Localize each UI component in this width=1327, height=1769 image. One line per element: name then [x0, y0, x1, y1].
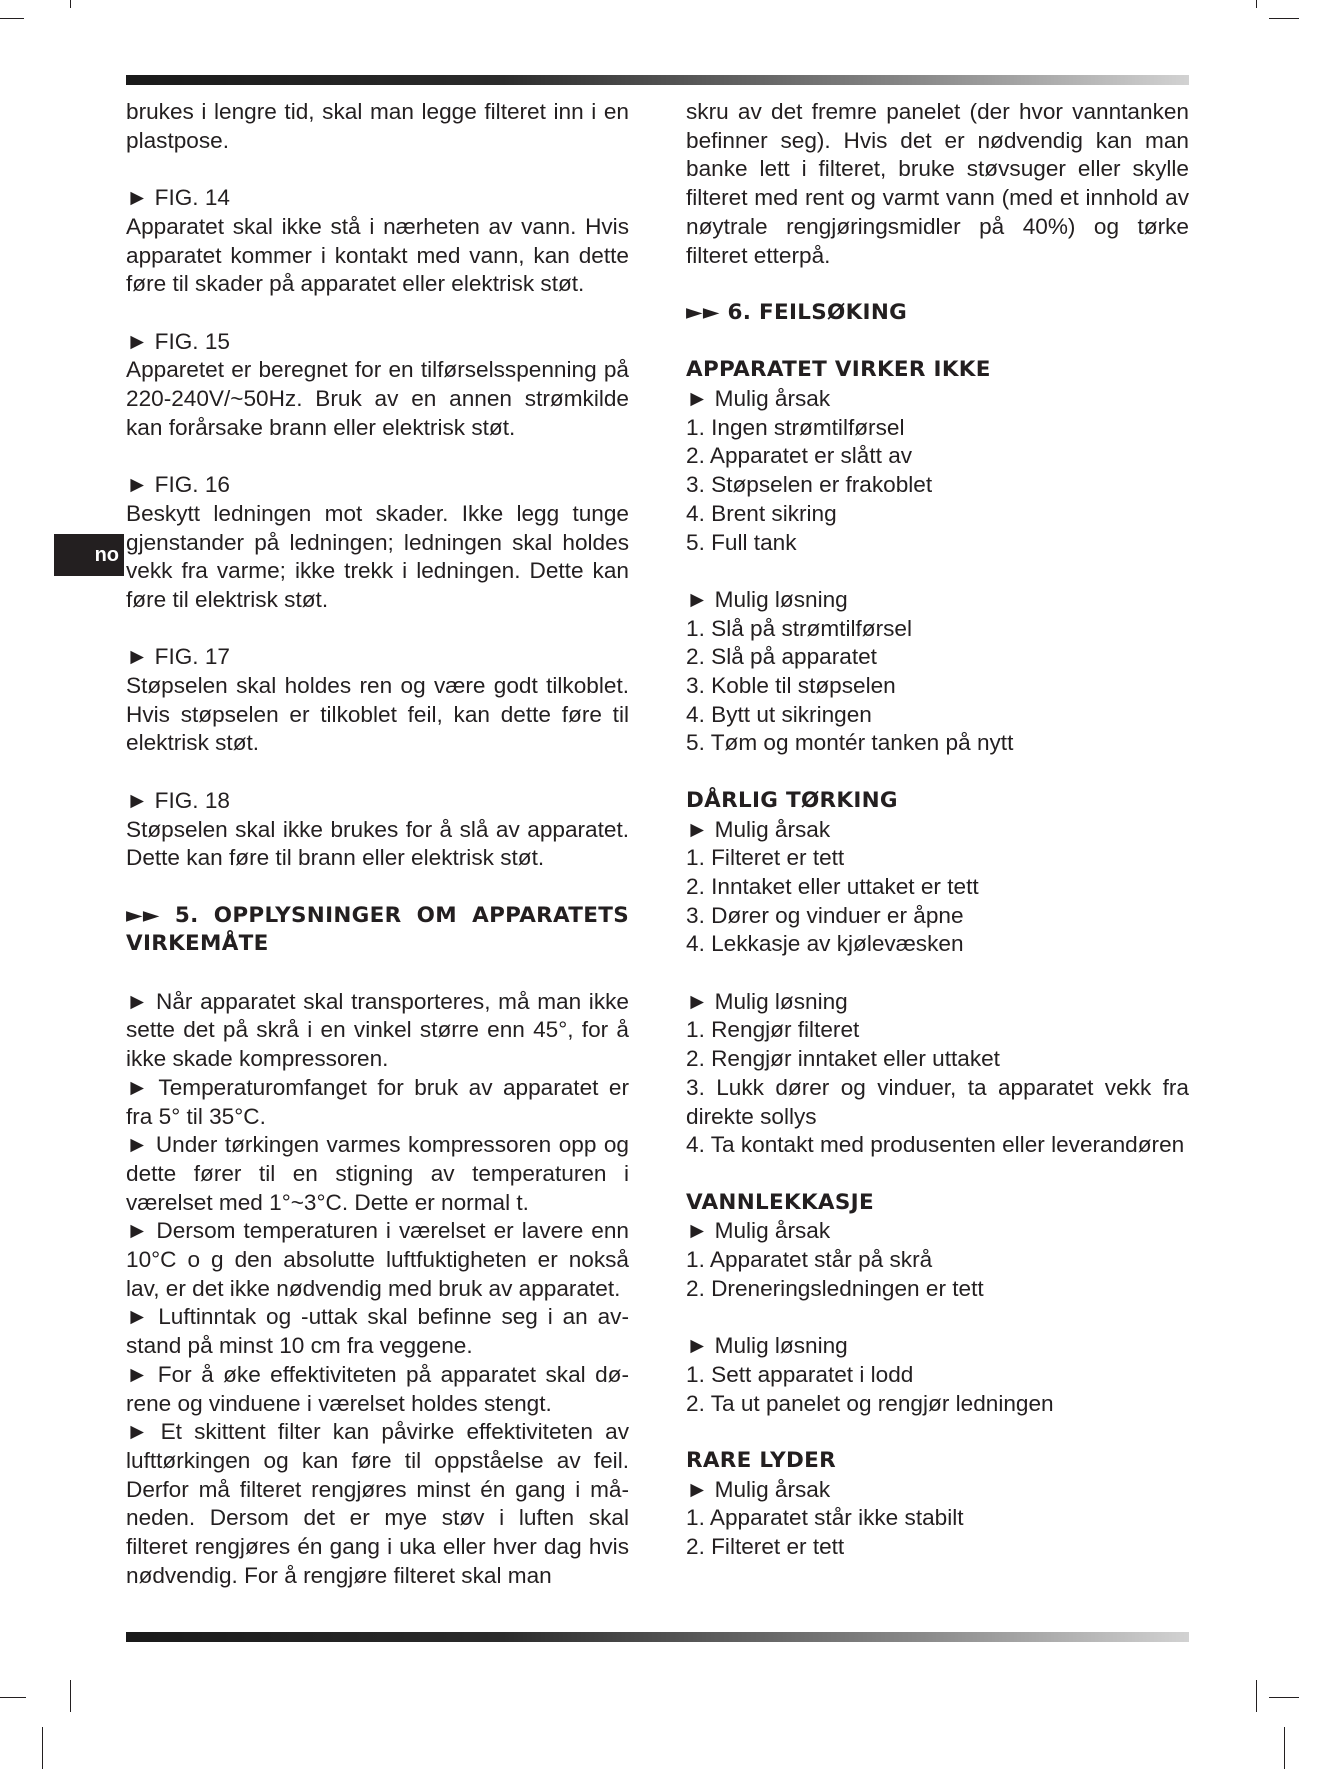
crop-mark: [1284, 1727, 1285, 1769]
section-6-heading: ►► 6. FEILSØKING: [686, 299, 908, 325]
crop-mark: [1256, 0, 1257, 8]
issue-title: APPARATET VIRKER IKKE: [686, 357, 991, 383]
list-item: 1. Ingen strømtilførsel: [686, 414, 905, 440]
bullet-paragraph: ► Temperaturomfanget for bruk av apparatet er fra 5° til 35°C.: [126, 1074, 629, 1129]
crop-mark: [1269, 1697, 1299, 1698]
fig-17: [126, 643, 629, 758]
issue-apparatet-virker-ikke: [686, 356, 1189, 758]
list-item: 1. Slå på strømtilførsel: [686, 615, 912, 641]
fig-label: ► FIG. 18: [126, 787, 230, 813]
cause-label: ► Mulig årsak: [686, 386, 831, 411]
bullet-paragraph: ► For å øke effektiviteten på apparatet skal dørene og vinduene i værelset holdes stengt.: [126, 1361, 629, 1416]
solution-label: ► Mulig løsning: [686, 586, 848, 612]
bullet-paragraph: ► Dersom temperaturen i værelset er lavere enn 10°C o g den absolutte luftfuktigheten er nokså lav, er det ikke nødvendig med bruk av apparatet.: [126, 1218, 629, 1301]
fig-14: [126, 184, 629, 299]
crop-mark: [42, 1727, 43, 1769]
list-item: 2. Rengjør inntaket eller uttaket: [686, 1046, 1000, 1072]
fig-18: [126, 787, 629, 873]
fig-label: ► FIG. 14: [126, 185, 230, 211]
bullet-paragraph: ► Når apparatet skal transporteres, må man ikke sette det på skrå i en vinkel større enn 45°, for å ikke skade kompressoren.: [126, 988, 629, 1072]
section-5-heading: ►► 5. OPPLYSNINGER OM APPARATETS VIRKEMÅTE: [126, 902, 629, 957]
fig-text: Støpselen skal ikke brukes for å slå av apparatet. Dette kan føre til brann eller elektrisk støt.: [126, 816, 629, 871]
issue-title: DÅRLIG TØRKING: [686, 787, 898, 813]
list-item: 2. Filteret er tett: [686, 1534, 845, 1560]
header-rule: [126, 75, 1189, 85]
fig-text: Støpselen skal holdes ren og være godt tilkoblet. Hvis støpselen er tilkoblet feil, kan dette føre til elektrisk støt.: [126, 673, 629, 756]
issue-title: RARE LYDER: [686, 1447, 836, 1473]
list-item: 4. Bytt ut sikringen: [686, 701, 872, 727]
fig-16: [126, 471, 629, 615]
bullet-paragraph: ► Luftinntak og -uttak skal befinne seg i an avstand på minst 10 cm fra veggene.: [126, 1304, 629, 1359]
bullet-paragraph: ► Et skittent filter kan påvirke effektiviteten av lufttørkingen og kan føre til oppståelse av feil. Derfor må filteret rengjøres minst én gang i måneden. Dersom det er mye støv i luften skal filteret rengjøres én gang i uka eller hver dag hvis nødvendig. For å rengjøre filteret skal man: [126, 1419, 629, 1588]
list-item: 3. Lukk dører og vinduer, ta apparatet vekk fra direkte sollys: [686, 1074, 1189, 1129]
solution-label: ► Mulig løsning: [686, 988, 848, 1014]
fig-label: ► FIG. 17: [126, 644, 230, 670]
footer-rule: [126, 1632, 1189, 1642]
list-item: 4. Lekkasje av kjølevæsken: [686, 931, 964, 957]
crop-mark: [0, 18, 24, 19]
cause-label: ► Mulig årsak: [686, 1476, 831, 1502]
issue-darlig-torking: [686, 787, 1189, 1160]
cause-label: ► Mulig årsak: [686, 1218, 831, 1244]
list-item: 4. Ta kontakt med produsenten eller leverandøren: [686, 1132, 1185, 1158]
list-item: 2. Inntaket eller uttaket er tett: [686, 873, 979, 899]
crop-mark: [0, 1697, 26, 1698]
list-item: 5. Full tank: [686, 529, 797, 555]
fig-text: Apparatet skal ikke stå i nærheten av vann. Hvis apparatet kommer i kontakt med vann, kan dette føre til skader på apparatet eller elektrisk støt.: [126, 213, 629, 297]
list-item: 3. Koble til støpselen: [686, 673, 896, 699]
list-item: 1. Apparatet står på skrå: [686, 1247, 933, 1273]
solution-label: ► Mulig løsning: [686, 1333, 848, 1359]
crop-mark: [70, 0, 71, 8]
list-item: 4. Brent sikring: [686, 500, 837, 526]
list-item: 1. Sett apparatet i lodd: [686, 1361, 914, 1387]
list-item: 3. Dører og vinduer er åpne: [686, 902, 964, 928]
list-item: 2. Apparatet er slått av: [686, 443, 913, 469]
list-item: 1. Rengjør filteret: [686, 1017, 860, 1043]
right-column: [686, 98, 1189, 1562]
issue-vannlekkasje: [686, 1189, 1189, 1419]
bullet-paragraph: ► Under tørkingen varmes kompressoren opp og dette fører til en stigning av temperaturen i værelset med 1°~3°C. Dette er normal t.: [126, 1132, 629, 1215]
issue-rare-lyder: [686, 1447, 1189, 1562]
issue-title: VANNLEKKASJE: [686, 1189, 874, 1215]
list-item: 2. Dreneringsledningen er tett: [686, 1275, 984, 1301]
crop-mark: [1256, 1680, 1257, 1712]
list-item: 2. Ta ut panelet og rengjør ledningen: [686, 1390, 1054, 1416]
fig-label: ► FIG. 16: [126, 472, 230, 498]
cause-label: ► Mulig årsak: [686, 816, 831, 842]
right-intro: skru av det fremre panelet (der hvor vanntanken befinner seg). Hvis det er nødvendig kan man banke lett i filteret, bruke støvsuger eller skylle filteret med rent og varmt vann (med et innhold av nøytrale rengjøringsmidler på 40%) og tørke filteret etterpå.: [686, 99, 1189, 268]
fig-15: [126, 328, 629, 443]
list-item: 2. Slå på apparatet: [686, 644, 877, 670]
list-item: 5. Tøm og montér tanken på nytt: [686, 730, 1014, 756]
language-tab: no: [54, 534, 124, 576]
crop-mark: [70, 1680, 71, 1712]
list-item: 3. Støpselen er frakoblet: [686, 472, 933, 498]
fig-text: Beskytt ledningen mot skader. Ikke legg tunge gjenstander på ledningen; ledningen skal holdes vekk fra varme; ikke trekk i ledningen. Dette kan føre til elektrisk støt.: [126, 500, 629, 612]
fig-label: ► FIG. 15: [126, 328, 230, 354]
left-column: [126, 98, 629, 1590]
crop-mark: [1269, 18, 1299, 19]
list-item: 1. Apparatet står ikke stabilt: [686, 1505, 964, 1531]
left-intro: brukes i lengre tid, skal man legge filteret inn i en plastpose.: [126, 99, 629, 153]
fig-text: Apparetet er beregnet for en tilførselsspenning på 220-240V/~50Hz. Bruk av en annen strømkilde kan forårsake brann eller elektrisk støt.: [126, 357, 629, 440]
list-item: 1. Filteret er tett: [686, 845, 845, 871]
